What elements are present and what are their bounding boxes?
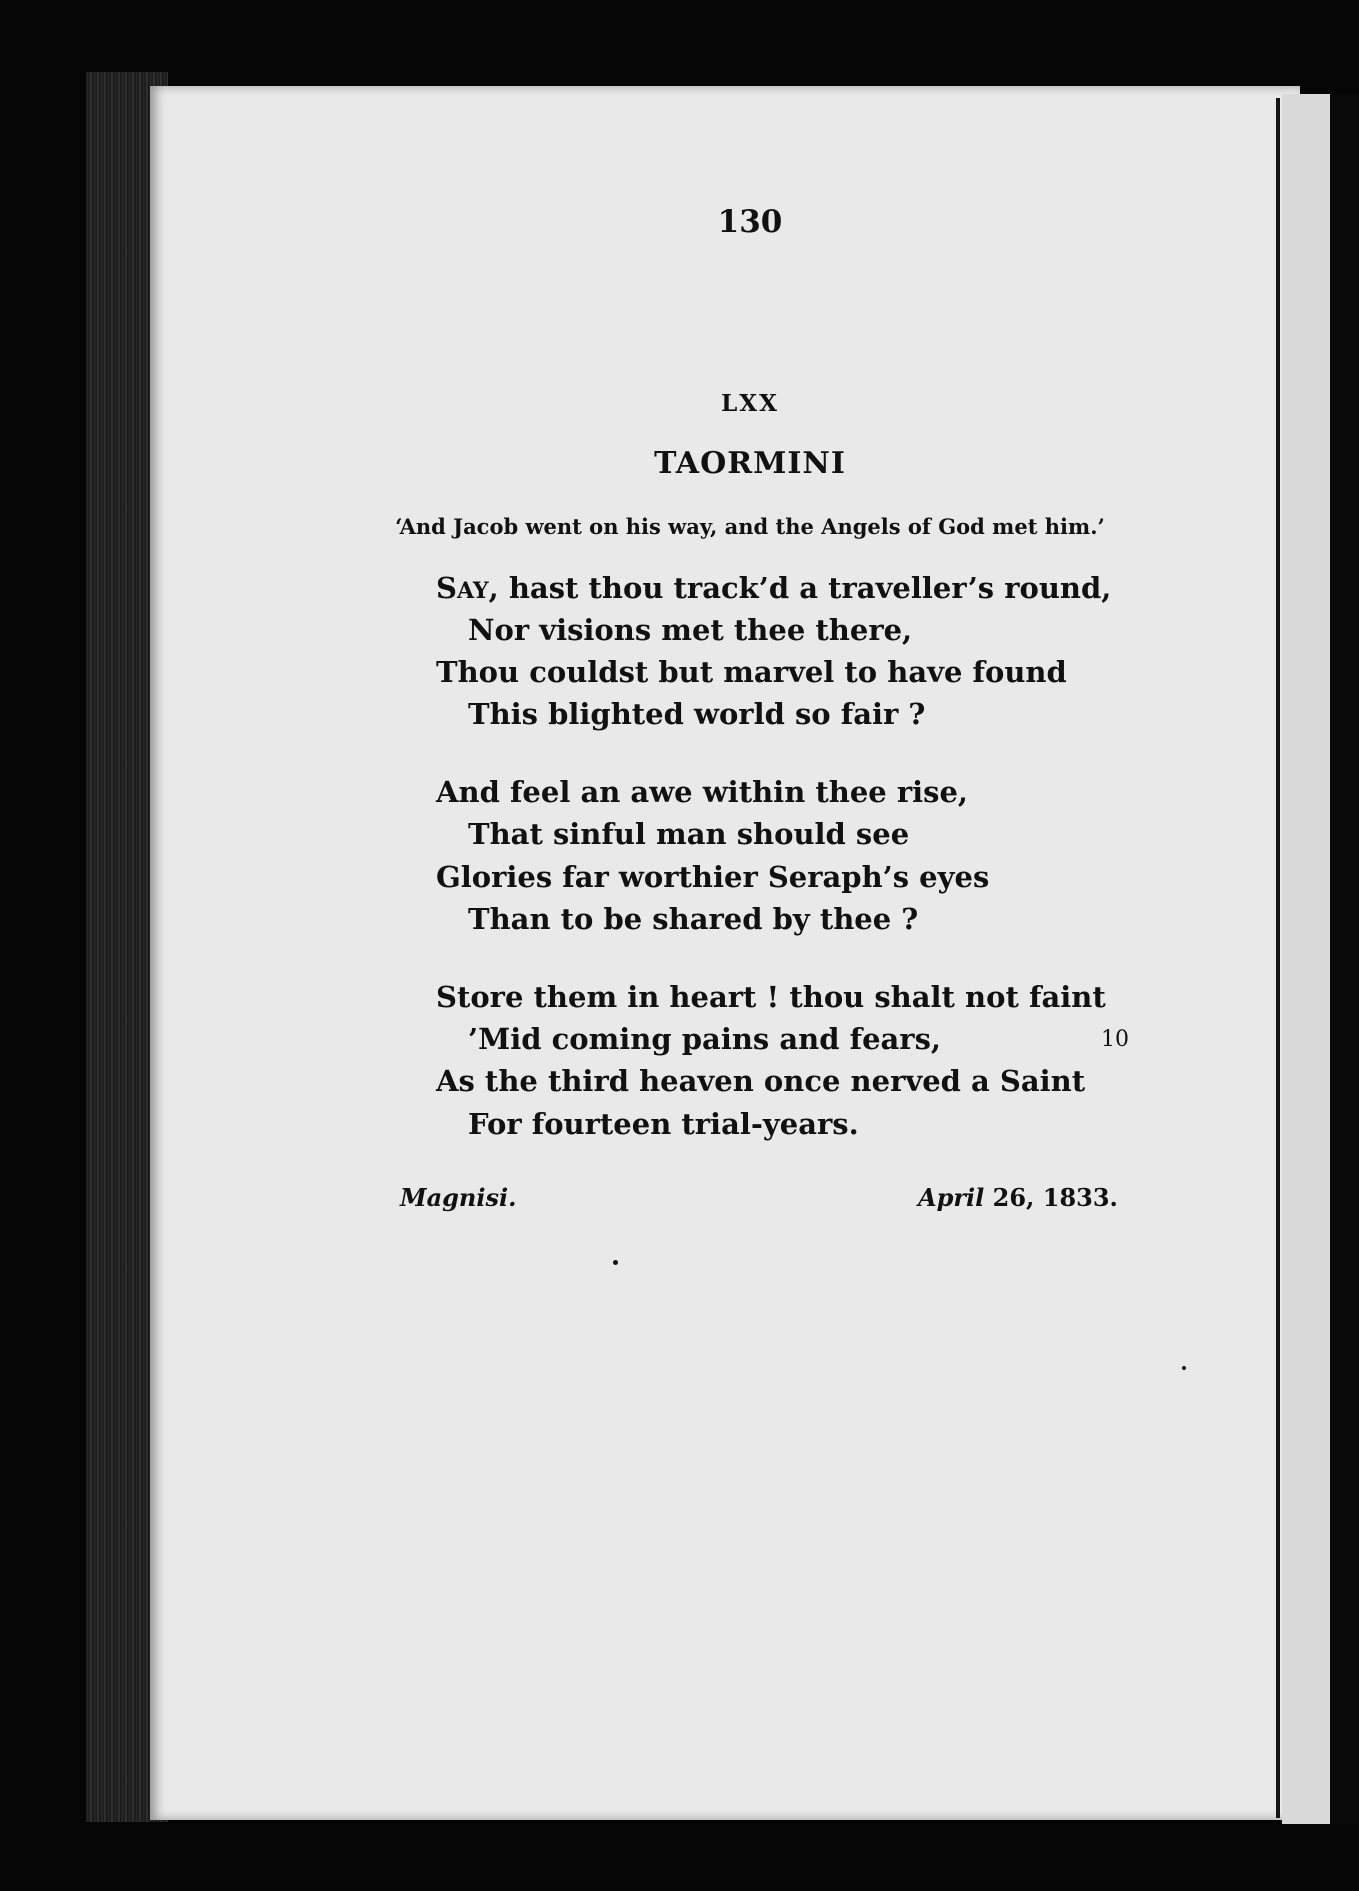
- date-signature: [918, 1183, 1118, 1212]
- date-rest: 26, 1833.: [984, 1183, 1118, 1212]
- section-numeral: LXX: [721, 390, 779, 417]
- date-month: April: [918, 1183, 985, 1212]
- line-number-marker: 10: [1101, 1027, 1129, 1052]
- ink-speck: [613, 1260, 618, 1265]
- poem-title: TAORMINI: [654, 446, 846, 481]
- place-signature: Magnisi.: [400, 1183, 517, 1212]
- poem-line: This blighted world so fair ?: [468, 697, 926, 731]
- small-caps-word: AY: [456, 578, 489, 604]
- facing-page-sliver: [1282, 94, 1334, 1824]
- poem-line: Store them in heart ! thou shalt not faint: [436, 980, 1106, 1014]
- initial-capital: S: [436, 571, 457, 605]
- poem-line: Than to be shared by thee ?: [468, 902, 919, 936]
- poem-line: As the third heaven once nerved a Saint: [436, 1064, 1086, 1098]
- poem-line: [436, 571, 1111, 605]
- poem-line: That sinful man should see: [468, 817, 910, 851]
- poem-line: Thou couldst but marvel to have found: [436, 655, 1067, 689]
- poem-line: Glories far worthier Seraph’s eyes: [436, 860, 990, 894]
- ink-speck: [1182, 1366, 1186, 1370]
- gutter-line: [1276, 98, 1280, 1818]
- poem-line: And feel an awe within thee rise,: [436, 775, 969, 809]
- facing-page-shadow: [1330, 94, 1359, 1824]
- poem-line-text: , hast thou track’d a traveller’s round,: [488, 571, 1112, 605]
- epigraph: ‘And Jacob went on his way, and the Angels of God met him.’: [395, 514, 1105, 539]
- book-page: [150, 86, 1300, 1820]
- poem-line: For fourteen trial-years.: [468, 1107, 859, 1141]
- poem-line: Nor visions met thee there,: [468, 613, 913, 647]
- poem-line: ’Mid coming pains and fears,: [468, 1022, 942, 1056]
- page-number: 130: [717, 204, 783, 240]
